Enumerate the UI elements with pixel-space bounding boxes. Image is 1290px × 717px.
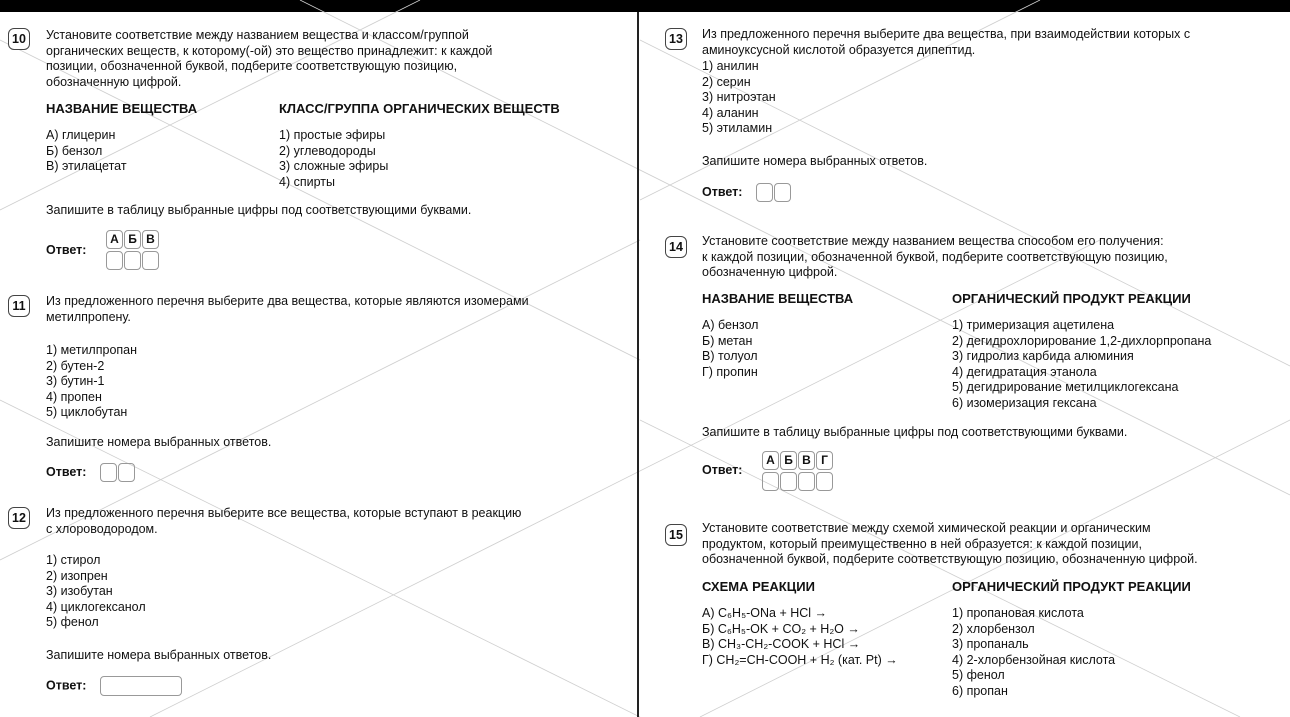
list-item: 4) дегидратация этанола [952, 364, 1097, 379]
list-item: 4) спирты [279, 174, 335, 189]
list-item: 1) пропановая кислота [952, 606, 1084, 620]
list-item: 2) бутен-2 [46, 358, 105, 373]
q11-options [46, 343, 137, 421]
q10-left-list [46, 128, 127, 175]
q14-right-header: ОРГАНИЧЕСКИЙ ПРОДУКТ РЕАКЦИИ [952, 291, 1191, 306]
question-number-11: 11 [8, 295, 30, 317]
q11-answer-row [46, 463, 136, 482]
list-item: Б) бензол [46, 143, 103, 158]
q12-options [46, 553, 146, 631]
list-item: 3) гидролиз карбида алюминия [952, 349, 1134, 363]
list-item: А) бензол [702, 318, 759, 332]
q13-answer-row [702, 183, 792, 202]
answer-cell[interactable] [816, 472, 833, 491]
list-item: Г) CH₂=CH-COOH + H₂ (кат. Pt) → [702, 652, 898, 667]
question-10 [46, 28, 626, 90]
question-number-13: 13 [665, 28, 687, 50]
question-number-15: 15 [665, 524, 687, 546]
q12-answer-label: Ответ: [46, 678, 87, 693]
q10-right-list [279, 128, 388, 190]
list-item: 2) хлорбензол [952, 621, 1035, 636]
question-14-text: Установите соответствие между названием вещества способом его получения: к каждой позиции, обозначенной буквой, подберите соответствующую позицию, обозначенную цифрой. [702, 234, 1168, 279]
list-item: В) CH₃-CH₂-COOK + HCl → [702, 637, 861, 651]
question-number-14: 14 [665, 236, 687, 258]
answer-cell[interactable] [106, 251, 123, 270]
answer-cell[interactable] [124, 251, 141, 270]
list-item: Г) пропин [702, 364, 758, 379]
letter-cell: Б [124, 230, 141, 249]
q14-answer-label: Ответ: [702, 463, 743, 477]
list-item: 4) аланин [702, 105, 759, 120]
letter-cell: А [762, 451, 779, 470]
list-item: 5) фенол [46, 615, 99, 629]
question-15-text: Установите соответствие между схемой химической реакции и органическим продуктом, который преимущественно в ней образуется: к каждой позиции, обозначенной буквой, подберите соответствующую позицию, обозначенную цифрой. [702, 521, 1198, 566]
q10-answer-label: Ответ: [46, 243, 87, 257]
list-item: 2) изопрен [46, 568, 108, 583]
q15-left-header: СХЕМА РЕАКЦИИ [702, 579, 815, 594]
column-divider [637, 12, 639, 717]
list-item: 2) серин [702, 74, 751, 89]
letter-cell: В [142, 230, 159, 249]
list-item: А) C₆H₅-ONa + HCl → [702, 606, 828, 620]
list-item: 6) пропан [952, 683, 1008, 698]
list-item: 2) углеводороды [279, 143, 376, 158]
list-item: 1) метилпропан [46, 343, 138, 357]
letter-cell: В [798, 451, 815, 470]
list-item: 1) анилин [702, 59, 759, 73]
list-item: 1) простые эфиры [279, 128, 386, 142]
q14-right-list [952, 318, 1211, 411]
list-item: 3) пропаналь [952, 637, 1029, 651]
answer-cell[interactable] [780, 472, 797, 491]
list-item: В) толуол [702, 349, 758, 363]
answer-cell[interactable] [798, 472, 815, 491]
q13-instruction: Запишите номера выбранных ответов. [702, 154, 928, 168]
q14-left-header: НАЗВАНИЕ ВЕЩЕСТВА [702, 291, 854, 306]
q12-answer-field[interactable] [100, 676, 182, 696]
q11-instruction: Запишите номера выбранных ответов. [46, 435, 272, 449]
question-12 [46, 506, 626, 537]
list-item: 2) дегидрохлорирование 1,2-дихлорпропана [952, 333, 1212, 348]
q12-instruction: Запишите номера выбранных ответов. [46, 648, 272, 662]
question-11 [46, 294, 626, 325]
answer-cell[interactable] [142, 251, 159, 270]
list-item: 3) нитроэтан [702, 90, 776, 104]
list-item: 3) сложные эфиры [279, 159, 389, 173]
letter-cell: Г [816, 451, 833, 470]
q13-answer-label: Ответ: [702, 184, 743, 199]
q14-left-list [702, 318, 758, 380]
question-number-10: 10 [8, 28, 30, 50]
q14-instruction: Запишите в таблицу выбранные цифры под соответствующими буквами. [702, 425, 1128, 439]
question-11-text: Из предложенного перечня выберите два вещества, которые являются изомерами метилпропену. [46, 294, 529, 324]
answer-cell[interactable] [100, 463, 117, 482]
list-item: 5) фенол [952, 668, 1005, 682]
question-10-text: Установите соответствие между названием вещества и классом/группой органических веществ, к которому(-ой) это вещество принадлежит: к каждой позиции, обозначенной буквой, подберите соответствующую позицию, обозначенную цифрой. [46, 28, 493, 89]
list-item: 5) циклобутан [46, 405, 128, 419]
top-black-bar [0, 0, 1290, 12]
answer-cell[interactable] [118, 463, 135, 482]
q12-answer-row [46, 676, 182, 696]
list-item: Б) C₆H₅-OK + CO₂ + H₂O → [702, 621, 860, 636]
question-12-text: Из предложенного перечня выберите все вещества, которые вступают в реакцию с хлороводородом. [46, 506, 522, 536]
list-item: 5) этиламин [702, 121, 773, 135]
list-item: 3) изобутан [46, 584, 113, 598]
question-14 [702, 234, 1282, 281]
answer-cell[interactable] [774, 183, 791, 202]
list-item: 1) стирол [46, 553, 101, 567]
list-item: 6) изомеризация гексана [952, 395, 1097, 410]
list-item: 4) 2-хлорбензойная кислота [952, 652, 1116, 667]
q15-right-header: ОРГАНИЧЕСКИЙ ПРОДУКТ РЕАКЦИИ [952, 579, 1191, 594]
q15-right-list [952, 606, 1115, 699]
question-13 [702, 27, 1282, 58]
list-item: Б) метан [702, 333, 753, 348]
q10-instruction: Запишите в таблицу выбранные цифры под соответствующими буквами. [46, 203, 472, 217]
answer-cell[interactable] [756, 183, 773, 202]
list-item: В) этилацетат [46, 159, 127, 173]
list-item: А) глицерин [46, 128, 116, 142]
q10-right-header: КЛАСС/ГРУППА ОРГАНИЧЕСКИХ ВЕЩЕСТВ [279, 101, 560, 116]
q13-options [702, 59, 776, 137]
list-item: 5) дегидрирование метилциклогексана [952, 380, 1179, 394]
q11-answer-label: Ответ: [46, 464, 87, 479]
list-item: 1) тримеризация ацетилена [952, 318, 1115, 332]
question-15 [702, 521, 1287, 568]
q10-answer-table [106, 230, 160, 270]
list-item: 4) пропен [46, 389, 102, 404]
list-item: 3) бутин-1 [46, 374, 105, 388]
letter-cell: Б [780, 451, 797, 470]
q10-left-header: НАЗВАНИЕ ВЕЩЕСТВА [46, 101, 198, 116]
letter-cell: А [106, 230, 123, 249]
question-number-12: 12 [8, 507, 30, 529]
answer-cell[interactable] [762, 472, 779, 491]
q14-answer-table [762, 451, 834, 491]
q15-left-list [702, 606, 898, 668]
question-13-text: Из предложенного перечня выберите два вещества, при взаимодействии которых с аминоуксусной кислотой образуется дипептид. [702, 27, 1191, 57]
list-item: 4) циклогексанол [46, 599, 146, 614]
